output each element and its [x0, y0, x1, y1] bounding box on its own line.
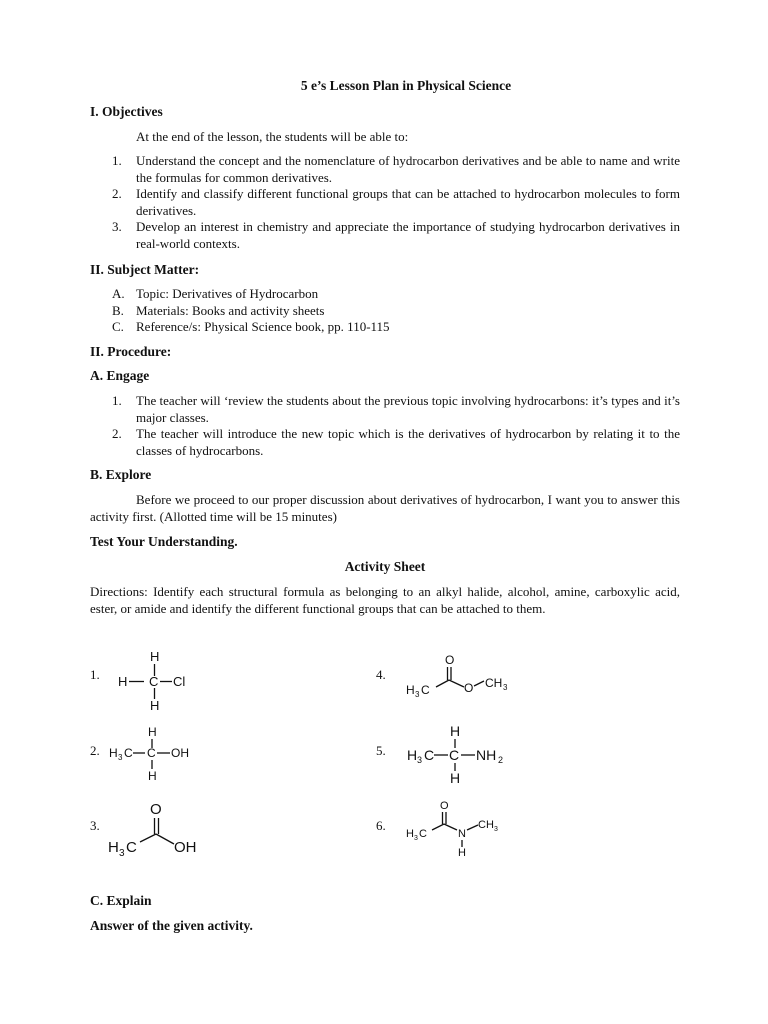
- atom-label: H: [148, 769, 157, 783]
- atom-label: H: [109, 746, 118, 760]
- atom-label: H: [150, 649, 160, 664]
- atom-label: C: [421, 683, 430, 697]
- atom-label: C: [124, 746, 133, 760]
- atom-label: N: [458, 828, 466, 840]
- atom-label: Cl: [173, 674, 186, 689]
- subscript: 3: [119, 848, 125, 859]
- objectives-list: [90, 153, 680, 252]
- structure-4-methyl-acetate: [404, 650, 524, 700]
- structure-2-ethanol: [106, 724, 202, 786]
- subject-matter-heading: II. Subject Matter:: [90, 262, 200, 277]
- atom-label: C: [147, 746, 156, 760]
- atom-label: O: [440, 800, 449, 812]
- explain-subheading: Answer of the given activity.: [90, 918, 253, 933]
- atom-label: OH: [174, 839, 197, 856]
- subscript: 3: [118, 753, 123, 762]
- list-item: A. Topic: Derivatives of Hydrocarbon: [112, 286, 319, 301]
- subscript: 3: [503, 683, 508, 692]
- atom-label: H: [450, 723, 461, 739]
- atom-label: C: [424, 747, 435, 763]
- list-item: C. Reference/s: Physical Science book, pp. 110-115: [112, 319, 390, 334]
- item-number: 2.: [90, 743, 100, 758]
- list-item: B. Materials: Books and activity sheets: [112, 302, 325, 318]
- subscript: 2: [498, 755, 504, 765]
- subscript: 3: [414, 835, 418, 842]
- item-number: 4.: [376, 667, 386, 682]
- subject-matter-list: [90, 286, 680, 336]
- explore-paragraph: Before we proceed to our proper discussion about derivatives of hydrocarbon, I want you to answer this activity first. (Allotted time will be 15 minutes): [90, 492, 680, 524]
- explore-heading: B. Explore: [90, 467, 152, 482]
- list-item: 1. The teacher will ‘review the students about the previous topic involving hydrocarbons: it’s types and it’s major classes.: [112, 393, 680, 425]
- atom-label: H: [108, 839, 119, 856]
- list-item: 2. The teacher will introduce the new topic which is the derivatives of hydrocarbon by relating it to the classes of hydrocarbons.: [112, 426, 680, 458]
- atom-label: O: [445, 653, 455, 667]
- test-heading: Test Your Understanding.: [90, 534, 238, 549]
- procedure-heading: II. Procedure:: [90, 344, 172, 359]
- atom-label: H: [406, 828, 414, 840]
- list-item: 2. Identify and classify different functional groups that can be attached to hydrocarbon molecules to form derivatives.: [112, 186, 680, 218]
- atom-label: C: [449, 747, 460, 763]
- atom-label: C: [149, 674, 159, 689]
- atom-label: C: [126, 839, 137, 856]
- atom-label: O: [464, 681, 474, 695]
- engage-heading: A. Engage: [90, 368, 150, 383]
- subscript: 3: [494, 826, 498, 833]
- activity-title: Activity Sheet: [344, 559, 426, 574]
- subscript: 3: [417, 755, 423, 765]
- atom-label: H: [407, 747, 418, 763]
- engage-list: [90, 393, 680, 459]
- atom-label: H: [148, 725, 157, 739]
- item-number: 5.: [376, 743, 386, 758]
- objectives-intro: At the end of the lesson, the students will be able to:: [136, 129, 409, 144]
- atom-label: O: [150, 801, 162, 818]
- document-title: 5 e’s Lesson Plan in Physical Science: [300, 78, 512, 93]
- atom-label: CH: [478, 819, 494, 831]
- list-item: 1. Understand the concept and the nomenclature of hydrocarbon derivatives and be able to name and write the formulas for common derivatives.: [112, 153, 680, 185]
- item-number: 1.: [90, 667, 100, 682]
- item-number: 6.: [376, 818, 386, 833]
- atom-label: OH: [171, 746, 189, 760]
- atom-label: H: [450, 770, 461, 786]
- atom-label: H: [150, 698, 160, 713]
- atom-label: CH: [485, 676, 503, 690]
- atom-label: H: [458, 847, 466, 859]
- subscript: 3: [415, 690, 420, 699]
- objectives-heading: I. Objectives: [90, 104, 163, 119]
- structure-1-chloromethane: [112, 648, 202, 714]
- atom-label: NH: [476, 747, 497, 763]
- structure-6-n-methylacetamide: [404, 797, 514, 861]
- structure-3-acetic-acid: [106, 798, 206, 860]
- atom-label: C: [419, 828, 427, 840]
- atom-label: H: [406, 683, 415, 697]
- list-item: 3. Develop an interest in chemistry and appreciate the importance of studying hydrocarbon derivatives in real-world contexts.: [112, 219, 680, 251]
- structure-5-ethylamine: [404, 722, 514, 786]
- atom-label: H: [118, 674, 128, 689]
- item-number: 3.: [90, 818, 100, 833]
- activity-directions: Directions: Identify each structural formula as belonging to an alkyl halide, alcohol, amine, carboxylic acid, ester, or amide and identify the different functional groups that can be attached to them.: [90, 584, 680, 616]
- explain-heading: C. Explain: [90, 893, 152, 908]
